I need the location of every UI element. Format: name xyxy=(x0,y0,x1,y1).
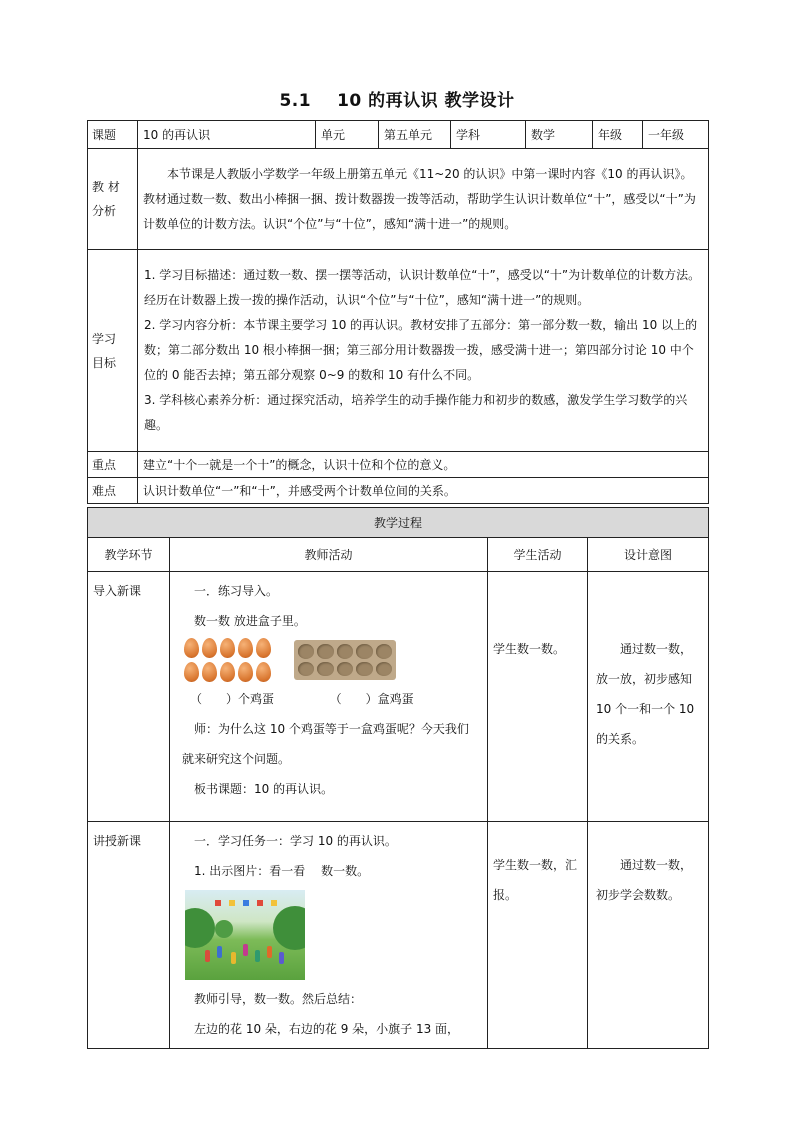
grade-value: 一年级 xyxy=(643,121,709,149)
column-student: 学生活动 xyxy=(488,538,588,572)
teaching-process-table xyxy=(87,507,709,1049)
column-intent: 设计意图 xyxy=(588,538,709,572)
intro-question: 师：为什么这 10 个鸡蛋等于一盒鸡蛋呢？今天我们就来研究这个问题。 xyxy=(182,722,469,766)
topic-value: 10 的再认识 xyxy=(138,121,316,149)
new-line1: 1. 出示图片：看一看 数一数。 xyxy=(194,864,370,878)
key-point-label: 重点 xyxy=(88,452,138,478)
difficulty-text: 认识计数单位“一”和“十”，并感受两个计数单位间的关系。 xyxy=(138,478,709,504)
grade-label: 年级 xyxy=(593,121,643,149)
goal-item-1: 1. 学习目标描述：通过数一数、摆一摆等活动，认识计数单位“十”，感受以“十”为计数单位的计数方法。经历在计数器上拨一拨的操作活动，认识“个位”与“十位”，感知“满十进一”的规则。 xyxy=(144,268,701,307)
eggs-illustration xyxy=(184,638,475,682)
analysis-label: 教 材 分析 xyxy=(88,149,138,250)
stage-intro: 导入新课 xyxy=(88,572,170,822)
column-stage: 教学环节 xyxy=(88,538,170,572)
title-text: 10 的再认识 教学设计 xyxy=(337,91,515,111)
stage-new: 讲授新课 xyxy=(88,822,170,1049)
analysis-text: 本节课是人教版小学数学一年级上册第五单元《11~20 的认识》中第一课时内容《10 的再认识》。教材通过数一数、数出小棒捆一捆、拨计数器拨一拨等活动，帮助学生认识计数单位“十”，感受以“十”为计数单位的计数方法。认识“个位”与“十位”，感知“满十进一”的规则。 xyxy=(138,149,709,250)
student-activity-new: 学生数一数，汇报。 xyxy=(488,822,588,1049)
egg-carton xyxy=(294,640,396,680)
subject-label: 学科 xyxy=(451,121,526,149)
lesson-info-table xyxy=(87,120,709,504)
unit-value: 第五单元 xyxy=(379,121,451,149)
blank-boxes: （ ）盒鸡蛋 xyxy=(329,692,414,706)
table-row xyxy=(88,822,709,1049)
blank-line xyxy=(182,684,475,714)
section-number: 5.1 xyxy=(279,91,312,111)
goal-item-2: 2. 学习内容分析：本节课主要学习 10 的再认识。教材安排了五部分：第一部分数一数，输出 10 以上的数；第二部分数出 10 根小棒捆一捆；第三部分用计数器拨一拨，感受满十进一；第四部分讨论 10 中个位的 0 能否去掉；第五部分观察 0~9 的数和 10 有什么不同。 xyxy=(144,318,698,382)
loose-eggs xyxy=(184,638,272,682)
new-guide: 教师引导，数一数。然后总结： xyxy=(194,992,363,1006)
topic-label: 课题 xyxy=(88,121,138,149)
unit-label: 单元 xyxy=(316,121,379,149)
new-summary: 左边的花 10 朵，右边的花 9 朵，小旗子 13 面， xyxy=(194,1022,460,1036)
intent-new: 通过数一数，初步学会数数。 xyxy=(588,822,709,1049)
table-row xyxy=(88,572,709,822)
blank-eggs: （ ）个鸡蛋 xyxy=(190,692,275,706)
process-header: 教学过程 xyxy=(88,508,709,538)
teacher-activity-intro xyxy=(170,572,488,822)
goals-label: 学习 目标 xyxy=(88,250,138,452)
intro-line1: 数一数 放进盒子里。 xyxy=(194,614,306,628)
key-point-text: 建立“十个一就是一个十”的概念，认识十位和个位的意义。 xyxy=(138,452,709,478)
teacher-activity-new xyxy=(170,822,488,1049)
column-teacher: 教师活动 xyxy=(170,538,488,572)
student-activity-intro: 学生数一数。 xyxy=(488,572,588,822)
goal-item-3: 3. 学科核心素养分析：通过探究活动，培养学生的动手操作能力和初步的数感，激发学生学习数学的兴趣。 xyxy=(144,393,688,432)
playground-picture xyxy=(185,890,305,980)
subject-value: 数学 xyxy=(526,121,593,149)
intro-board: 板书课题：10 的再认识。 xyxy=(194,782,334,796)
goals-content xyxy=(138,250,709,452)
intent-intro: 通过数一数，放一放，初步感知 10 个一和一个 10 的关系。 xyxy=(588,572,709,822)
new-heading: 一．学习任务一：学习 10 的再认识。 xyxy=(194,834,397,848)
intro-heading: 一．练习导入。 xyxy=(194,584,279,598)
difficulty-label: 难点 xyxy=(88,478,138,504)
page-title xyxy=(0,86,794,111)
